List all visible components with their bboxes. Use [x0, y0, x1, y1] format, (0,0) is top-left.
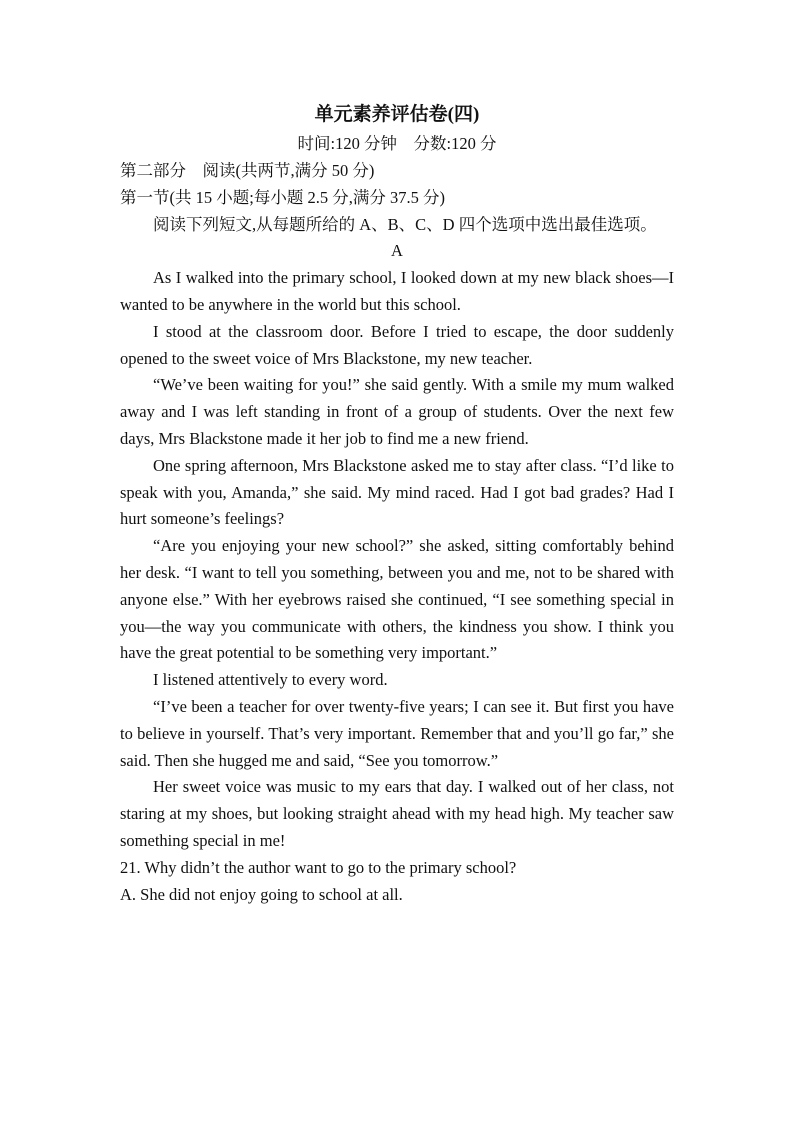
passage-paragraph: As I walked into the primary school, I looked down at my new black shoes—I wanted to be anywhere in the world but this school. [120, 268, 674, 314]
exam-time-score: 时间:120 分钟 分数:120 分 [297, 134, 497, 153]
passage-paragraph: Her sweet voice was music to my ears that day. I walked out of her class, not staring at my shoes, but looking straight ahead with my head high. My teacher saw something special in me! [120, 777, 674, 850]
question-stem: 21. Why didn’t the author want to go to the primary school? [120, 857, 517, 877]
subsection-heading: 第一节(共 15 小题;每小题 2.5 分,满分 37.5 分) [120, 187, 445, 207]
reading-instruction: 阅读下列短文,从每题所给的 A、B、C、D 四个选项中选出最佳选项。 [153, 214, 657, 234]
section-part-heading: 第二部分 阅读(共两节,满分 50 分) [120, 161, 375, 180]
exam-title: 单元素养评估卷(四) [314, 104, 480, 125]
passage-paragraph: “We’ve been waiting for you!” she said gently. With a smile my mum walked away and I was left standing in front of a group of students. Over the next few days, Mrs Blackstone made it her job to find me a new friend. [120, 375, 674, 448]
passage-paragraph: “I’ve been a teacher for over twenty-five years; I can see it. But first you have to believe in yourself. That’s very important. Remember that and you’ll go far,” she said. Then she hugged me and said, “See you tomorrow.” [120, 696, 674, 770]
passage-paragraph: I stood at the classroom door. Before I tried to escape, the door suddenly opened to the sweet voice of Mrs Blackstone, my new teacher. [120, 321, 674, 368]
exam-page [120, 100, 674, 908]
passage-paragraph: One spring afternoon, Mrs Blackstone asked me to stay after class. “I’d like to speak with you, Amanda,” she said. My mind raced. Had I got bad grades? Had I hurt someone’s feelings? [120, 455, 674, 529]
question-option-a: A. She did not enjoy going to school at all. [120, 884, 403, 904]
passage-paragraph: I listened attentively to every word. [153, 670, 388, 690]
passage-paragraph: “Are you enjoying your new school?” she asked, sitting comfortably behind her desk. “I want to tell you something, between you and me, not to be shared with anyone else.” With her eyebrows raised she continued, “I see something special in you—the way you communicate with others, the kindness you show. I think you have the great potential to be something very important.” [120, 536, 674, 663]
passage-label: A [391, 241, 403, 261]
